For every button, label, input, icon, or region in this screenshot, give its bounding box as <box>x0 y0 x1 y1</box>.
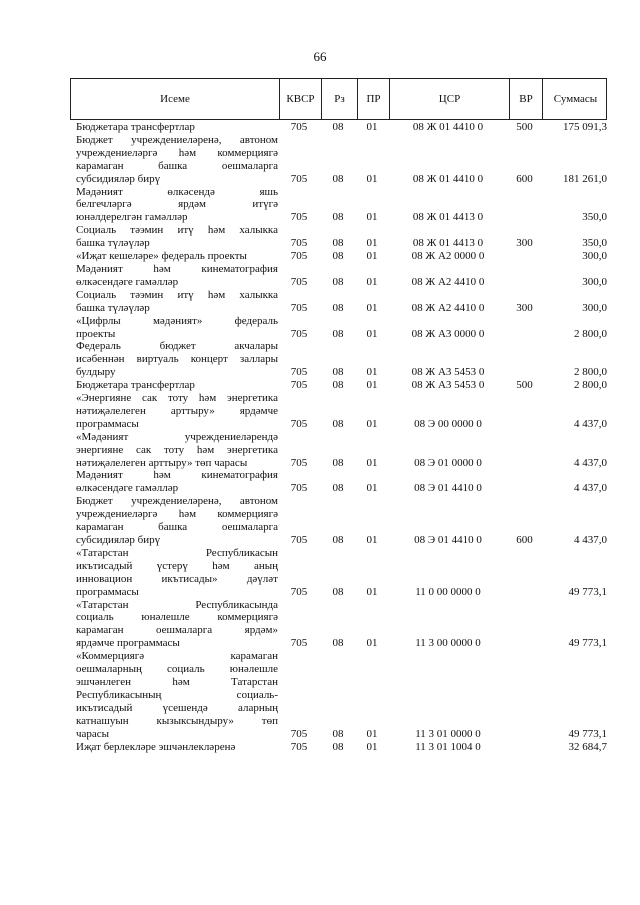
row-rz: 08 <box>332 301 344 314</box>
row-name-line: Республикасының социаль- <box>76 688 278 701</box>
row-rz: 08 <box>332 456 344 469</box>
row-rz: 08 <box>332 534 344 546</box>
row-rz: 08 <box>332 172 344 185</box>
row-name <box>70 379 278 392</box>
row-sum: 49 773,1 <box>568 585 607 598</box>
row-pr: 01 <box>366 250 378 263</box>
column-header-csr: ЦСР <box>389 79 509 119</box>
row-name-line: энергияне сак тоту һәм энергетика <box>76 443 278 456</box>
row-sum: 49 773,1 <box>568 727 607 740</box>
row-rz: 08 <box>332 482 344 495</box>
row-name <box>70 224 278 250</box>
table-row <box>70 741 607 754</box>
row-pr: 01 <box>366 301 378 314</box>
row-pr: 01 <box>366 327 378 340</box>
table-row <box>70 340 607 379</box>
row-sum: 4 437,0 <box>574 482 607 495</box>
row-csr: 08 Ж А3 0000 0 <box>411 327 485 340</box>
row-vr: 300 <box>516 301 533 314</box>
row-name-line: белгечләргә ярдәм итүгә <box>76 198 278 211</box>
row-name <box>70 431 278 470</box>
row-name-line: Иҗат берлекләре эшчәнлекләренә <box>76 740 236 753</box>
row-csr: 08 Э 00 0000 0 <box>414 417 482 430</box>
row-rz: 08 <box>332 327 344 340</box>
row-sum: 4 437,0 <box>574 534 607 546</box>
row-kvsr: 705 <box>290 727 308 740</box>
row-rz: 08 <box>332 366 344 379</box>
row-kvsr: 705 <box>290 327 308 340</box>
row-csr: 08 Э 01 4410 0 <box>414 534 482 546</box>
row-name-line: юнәлдерелгән гамәлләр <box>76 211 188 224</box>
row-name <box>70 186 278 225</box>
row-name-line: Мәдәният һәм кинематография <box>76 469 278 482</box>
row-vr: 500 <box>516 121 533 133</box>
row-kvsr: 705 <box>290 417 308 430</box>
row-sum: 2 800,0 <box>574 327 607 340</box>
row-vr: 600 <box>516 534 533 546</box>
row-name-line: карамаган оешмаларга ярдәм» <box>76 624 278 637</box>
row-name-line: Федераль бюджет акчалары <box>76 340 278 353</box>
row-name-line: икътисадый үстерү һәм аның <box>76 559 278 572</box>
row-rz: 08 <box>332 275 344 288</box>
table-row <box>70 379 607 392</box>
column-header-vr: ВР <box>509 79 542 119</box>
row-rz: 08 <box>332 417 344 430</box>
row-name <box>70 599 278 651</box>
row-name-line: башка түләүләр <box>76 237 150 250</box>
row-name-line: нәтиҗәлелеген арттыру» төп чарасы <box>76 456 248 469</box>
column-header-rz: Рз <box>321 79 357 119</box>
row-sum: 4 437,0 <box>574 456 607 469</box>
row-kvsr: 705 <box>290 237 308 250</box>
row-rz: 08 <box>332 237 344 250</box>
row-name-line: программасы <box>76 417 139 430</box>
table-row <box>70 186 607 225</box>
row-name-line: Мәдәният өлкәсендә яшь <box>76 185 278 198</box>
row-sum: 4 437,0 <box>574 417 607 430</box>
row-name-line: Бюджетара трансфертлар <box>76 379 195 392</box>
row-name <box>70 650 278 740</box>
row-name <box>70 121 278 134</box>
row-csr: 08 Ж 01 4413 0 <box>412 237 484 250</box>
row-sum: 350,0 <box>582 211 607 224</box>
row-name-line: «Мәдәният учреждениеләрендә <box>76 430 278 443</box>
row-name <box>70 315 278 341</box>
table-row <box>70 547 607 599</box>
row-name-line: башка түләүләр <box>76 301 150 314</box>
row-pr: 01 <box>366 482 378 495</box>
row-sum: 300,0 <box>582 250 607 263</box>
page-number: 66 <box>313 49 327 64</box>
row-sum: 175 091,3 <box>563 121 607 133</box>
row-pr: 01 <box>366 456 378 469</box>
row-csr: 08 Э 01 4410 0 <box>414 482 482 495</box>
row-pr: 01 <box>366 585 378 598</box>
table-row <box>70 392 607 431</box>
row-name-line: учреждениеләргә һәм коммерциягә <box>76 508 278 521</box>
table-row <box>70 495 607 547</box>
row-name <box>70 250 278 263</box>
table-row <box>70 121 607 134</box>
row-name-line: программасы <box>76 585 139 598</box>
row-name-line: «Татарстан Республикасын <box>76 546 278 559</box>
row-vr: 300 <box>516 237 533 250</box>
row-pr: 01 <box>366 417 378 430</box>
row-sum: 300,0 <box>582 301 607 314</box>
row-name-line: «Цифрлы мәдәният» федераль <box>76 314 278 327</box>
row-rz: 08 <box>332 250 344 263</box>
row-name-line: катнашуын кызыксындыру» төп <box>76 714 278 727</box>
row-kvsr: 705 <box>290 534 308 546</box>
row-kvsr: 705 <box>290 740 308 753</box>
table-row <box>70 469 607 495</box>
table-row <box>70 431 607 470</box>
row-kvsr: 705 <box>290 379 308 392</box>
row-name <box>70 469 278 495</box>
row-name-line: «Иҗат кешеләре» федераль проекты <box>76 250 247 263</box>
column-header-pr: ПР <box>357 79 389 119</box>
table-row <box>70 650 607 740</box>
row-pr: 01 <box>366 275 378 288</box>
row-name-line: карамаган башка оешмаларга <box>76 159 278 172</box>
row-csr: 11 3 01 0000 0 <box>415 727 481 740</box>
row-name-line: Бюджет учреждениеләренә, автоном <box>76 133 278 146</box>
row-name-line: булдыру <box>76 366 116 379</box>
row-kvsr: 705 <box>290 637 308 650</box>
row-name <box>70 392 278 431</box>
row-name-line: «Коммерциягә карамаган <box>76 650 278 663</box>
row-pr: 01 <box>366 740 378 753</box>
row-name-line: эшчәнлеген һәм Татарстан <box>76 675 278 688</box>
row-pr: 01 <box>366 121 378 133</box>
row-name-line: «Энергияне сак тоту һәм энергетика <box>76 392 278 405</box>
row-csr: 08 Ж 01 4410 0 <box>412 121 484 133</box>
row-name <box>70 134 278 186</box>
row-rz: 08 <box>332 211 344 224</box>
row-vr: 500 <box>516 379 533 392</box>
row-name-line: исәбеннән виртуаль концерт заллары <box>76 353 278 366</box>
column-header-sum: Суммасы <box>542 79 608 119</box>
table-row <box>70 134 607 186</box>
row-name <box>70 495 278 547</box>
row-kvsr: 705 <box>290 301 308 314</box>
row-rz: 08 <box>332 379 344 392</box>
row-kvsr: 705 <box>290 366 308 379</box>
table-row <box>70 263 607 289</box>
row-name-line: өлкәсендәге гамәлләр <box>76 275 179 288</box>
row-kvsr: 705 <box>290 121 308 133</box>
row-name-line: карамаган башка оешмаларга <box>76 521 278 534</box>
row-name <box>70 289 278 315</box>
row-csr: 08 Ж А2 0000 0 <box>411 250 485 263</box>
row-rz: 08 <box>332 585 344 598</box>
row-csr: 08 Ж А3 5453 0 <box>411 366 485 379</box>
row-sum: 2 800,0 <box>574 366 607 379</box>
row-csr: 08 Ж А2 4410 0 <box>411 301 485 314</box>
row-pr: 01 <box>366 211 378 224</box>
row-sum: 49 773,1 <box>568 637 607 650</box>
row-kvsr: 705 <box>290 456 308 469</box>
row-pr: 01 <box>366 727 378 740</box>
table-header <box>70 78 607 120</box>
table-row <box>70 289 607 315</box>
row-pr: 01 <box>366 637 378 650</box>
row-csr: 08 Ж А2 4410 0 <box>411 275 485 288</box>
row-kvsr: 705 <box>290 172 308 185</box>
row-pr: 01 <box>366 379 378 392</box>
row-name-line: субсидияләр бирү <box>76 172 161 185</box>
row-name-line: инновацион икътисады» дәүләт <box>76 572 278 585</box>
row-name <box>70 741 278 754</box>
row-name <box>70 547 278 599</box>
row-csr: 08 Э 01 0000 0 <box>414 456 482 469</box>
row-name <box>70 340 278 379</box>
row-sum: 32 684,7 <box>568 740 607 753</box>
row-name-line: проекты <box>76 327 116 340</box>
row-sum: 350,0 <box>582 237 607 250</box>
row-csr: 08 Ж 01 4410 0 <box>412 172 484 185</box>
row-name-line: Бюджетара трансфертлар <box>76 121 195 133</box>
table-row <box>70 315 607 341</box>
row-name <box>70 263 278 289</box>
row-name-line: чарасы <box>76 727 110 740</box>
row-csr: 08 Ж 01 4413 0 <box>412 211 484 224</box>
row-name-line: учреждениеләргә һәм коммерциягә <box>76 146 278 159</box>
row-kvsr: 705 <box>290 482 308 495</box>
row-sum: 2 800,0 <box>574 379 607 392</box>
row-pr: 01 <box>366 534 378 546</box>
row-pr: 01 <box>366 237 378 250</box>
row-csr: 11 3 00 0000 0 <box>415 637 481 650</box>
column-header-name: Исеме <box>160 93 190 105</box>
column-header-kvsr: КВСР <box>279 79 321 119</box>
row-name-line: социаль юнәлешле коммерциягә <box>76 611 278 624</box>
row-kvsr: 705 <box>290 585 308 598</box>
row-sum: 300,0 <box>582 275 607 288</box>
row-name-line: Мәдәният һәм кинематография <box>76 262 278 275</box>
row-rz: 08 <box>332 637 344 650</box>
table-row <box>70 224 607 250</box>
row-sum: 181 261,0 <box>563 172 607 185</box>
row-csr: 11 3 01 1004 0 <box>415 740 481 753</box>
row-kvsr: 705 <box>290 250 308 263</box>
row-kvsr: 705 <box>290 211 308 224</box>
row-pr: 01 <box>366 366 378 379</box>
row-vr: 600 <box>516 172 533 185</box>
row-name-line: икътисадый үсешендә аларның <box>76 701 278 714</box>
row-kvsr: 705 <box>290 275 308 288</box>
row-name-line: оешмаларның социаль юнәлешле <box>76 663 278 676</box>
row-csr: 08 Ж А3 5453 0 <box>411 379 485 392</box>
row-name-line: «Татарстан Республикасында <box>76 598 278 611</box>
row-rz: 08 <box>332 740 344 753</box>
table-row <box>70 250 607 263</box>
row-pr: 01 <box>366 172 378 185</box>
row-name-line: ярдәмче программасы <box>76 637 180 650</box>
row-name-line: нәтиҗәлелеген арттыру» ярдәмче <box>76 404 278 417</box>
row-name-line: өлкәсендәге гамәлләр <box>76 482 179 495</box>
row-name-line: Социаль тәэмин итү һәм халыкка <box>76 288 278 301</box>
row-name-line: Бюджет учреждениеләренә, автоном <box>76 495 278 508</box>
table-row <box>70 599 607 651</box>
row-csr: 11 0 00 0000 0 <box>415 585 481 598</box>
row-name-line: Социаль тәэмин итү һәм халыкка <box>76 224 278 237</box>
row-name-line: субсидияләр бирү <box>76 534 161 546</box>
table-body <box>70 121 607 753</box>
row-rz: 08 <box>332 121 344 133</box>
row-rz: 08 <box>332 727 344 740</box>
